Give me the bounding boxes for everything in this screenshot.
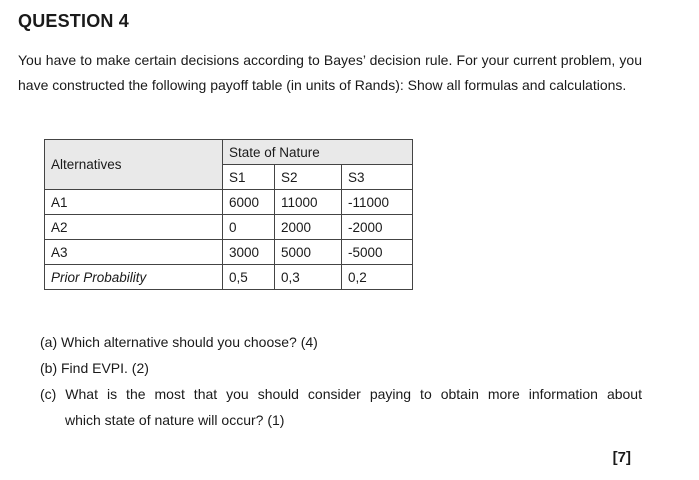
state-s1-header: S1 (223, 165, 275, 190)
state-s3-header: S3 (342, 165, 413, 190)
probability-cell: 0,2 (342, 265, 413, 290)
payoff-cell: -11000 (342, 190, 413, 215)
payoff-cell: -5000 (342, 240, 413, 265)
payoff-cell: 11000 (275, 190, 342, 215)
table-header-row (45, 140, 413, 165)
payoff-cell: 6000 (223, 190, 275, 215)
payoff-cell: 5000 (275, 240, 342, 265)
payoff-cell: 3000 (223, 240, 275, 265)
prior-probability-label: Prior Probability (45, 265, 223, 290)
total-marks: [7] (612, 449, 631, 466)
table-row-a2 (45, 215, 413, 240)
sub-question-b: (b) Find EVPI. (2) (40, 360, 149, 376)
sub-question-c: (c) What is the most that you should consider paying to obtain more information about (40, 386, 642, 402)
question-intro: You have to make certain decisions according to Bayes’ decision rule. For your current problem, you have constructed the following payoff table (in units of Rands): Show all formulas and calculations. (18, 52, 642, 93)
state-of-nature-header: State of Nature (223, 140, 413, 165)
table-row-prior-probability (45, 265, 413, 290)
payoff-cell: -2000 (342, 215, 413, 240)
alternative-label: A1 (45, 190, 223, 215)
payoff-cell: 0 (223, 215, 275, 240)
payoff-cell: 2000 (275, 215, 342, 240)
payoff-table (44, 139, 413, 290)
alternatives-header: Alternatives (45, 140, 223, 190)
alternative-label: A3 (45, 240, 223, 265)
probability-cell: 0,5 (223, 265, 275, 290)
sub-question-c-continued: which state of nature will occur? (1) (65, 412, 285, 428)
question-title: QUESTION 4 (18, 11, 130, 31)
table-row-a1 (45, 190, 413, 215)
table-row-a3 (45, 240, 413, 265)
sub-question-a: (a) Which alternative should you choose? (4) (40, 334, 318, 350)
state-s2-header: S2 (275, 165, 342, 190)
alternative-label: A2 (45, 215, 223, 240)
probability-cell: 0,3 (275, 265, 342, 290)
